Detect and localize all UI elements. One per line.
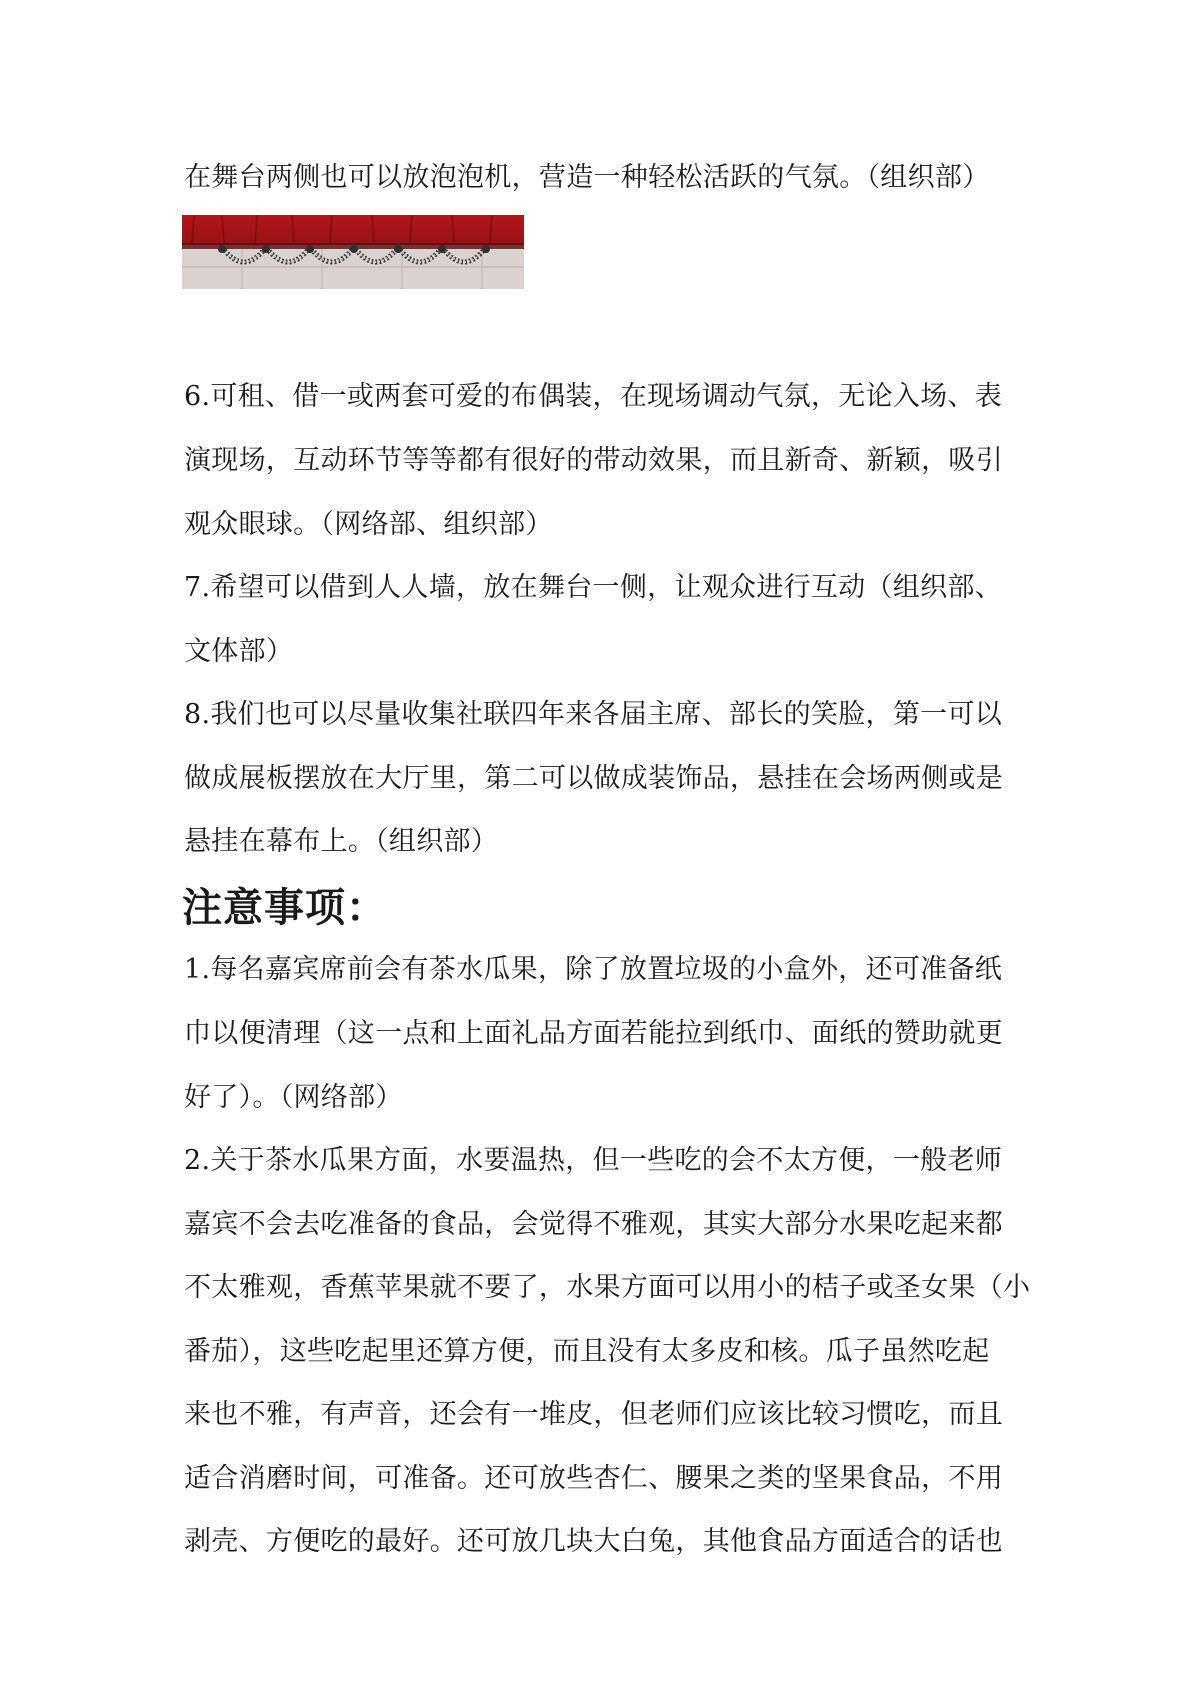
text-line: 1.每名嘉宾席前会有茶水瓜果，除了放置垃圾的小盒外，还可准备纸: [184, 954, 1003, 985]
text-line: 2.关于茶水瓜果方面，水要温热，但一些吃的会不太方便，一般老师: [184, 1145, 1003, 1176]
text-line: 适合消磨时间，可准备。还可放些杏仁、腰果之类的坚果食品，不用: [184, 1463, 1003, 1494]
text-line: 7.希望可以借到人人墙，放在舞台一侧，让观众进行互动（组织部、: [184, 572, 1003, 603]
text-line: 8.我们也可以尽量收集社联四年来各届主席、部长的笑脸，第一可以: [184, 699, 1003, 730]
text-line: 番茄），这些吃起里还算方便，而且没有太多皮和核。瓜子虽然吃起: [184, 1336, 990, 1367]
text-line: 在舞台两侧也可以放泡泡机，营造一种轻松活跃的气氛。（组织部）: [184, 162, 990, 193]
garland-image: [182, 215, 524, 289]
text-line: 演现场，互动环节等等都有很好的带动效果，而且新奇、新颖，吸引: [184, 445, 1003, 476]
text-line: 巾以便清理（这一点和上面礼品方面若能拉到纸巾、面纸的赞助就更: [184, 1018, 1003, 1049]
text-line: 剥壳、方便吃的最好。还可放几块大白兔，其他食品方面适合的话也: [184, 1526, 1003, 1557]
section-heading: 注意事项：: [182, 885, 387, 931]
text-line: 好了）。（网络部）: [184, 1082, 403, 1113]
stage-decoration-photo: [182, 215, 524, 289]
text-line: 悬挂在幕布上。（组织部）: [184, 826, 499, 857]
text-line: 观众眼球。（网络部、组织部）: [184, 509, 553, 540]
text-line: 文体部）: [184, 636, 294, 667]
text-line: 6.可租、借一或两套可爱的布偶装，在现场调动气氛，无论入场、表: [184, 381, 1003, 412]
text-line: 嘉宾不会去吃准备的食品，会觉得不雅观，其实大部分水果吃起来都: [184, 1209, 1003, 1240]
text-line: 做成展板摆放在大厅里，第二可以做成装饰品，悬挂在会场两侧或是: [184, 763, 1003, 794]
text-line: 不太雅观，香蕉苹果就不要了，水果方面可以用小的桔子或圣女果（小: [184, 1272, 1031, 1303]
text-line: 来也不雅，有声音，还会有一堆皮，但老师们应该比较习惯吃，而且: [184, 1399, 1003, 1430]
